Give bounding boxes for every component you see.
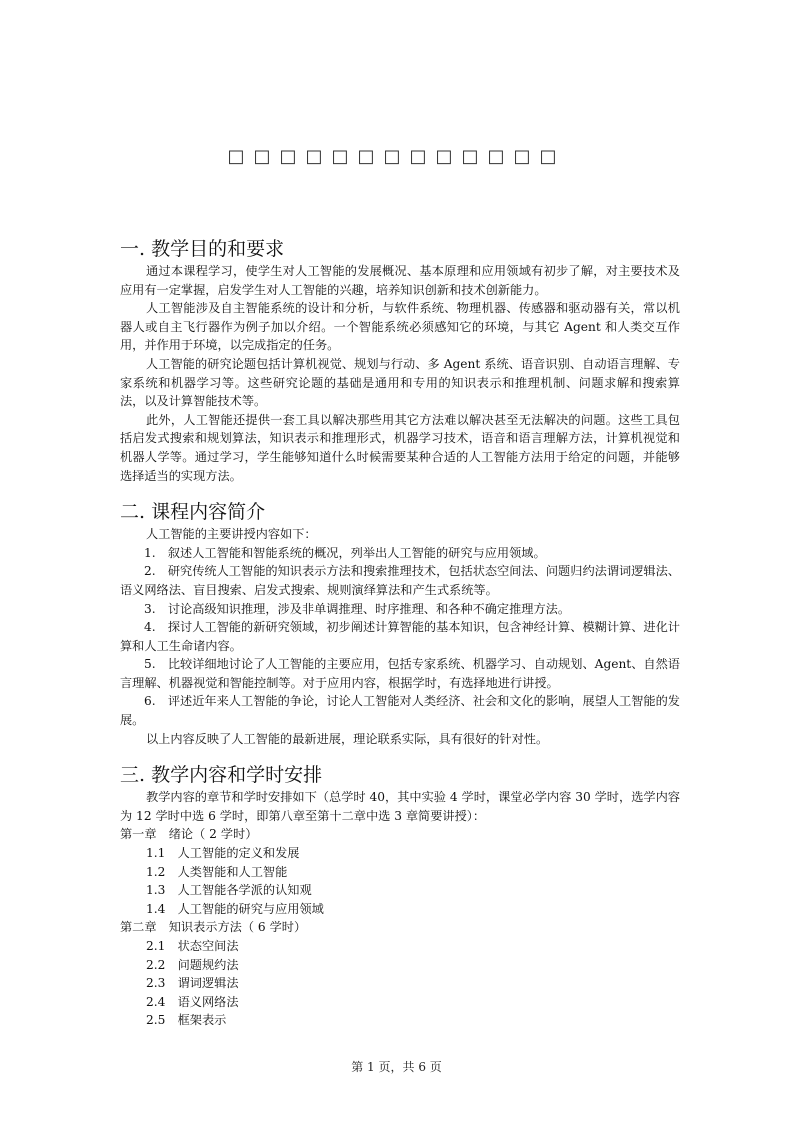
course-outline	[120, 825, 680, 1030]
section-item: 1.1 人工智能的定义和发展	[146, 846, 300, 861]
paragraph: 教学内容的章节和学时安排如下（总学时 40，其中实验 4 学时，课堂必学内容 30 学时，选学内容为 12 学时中选 6 学时，即第八章至第十二章中选 3 章简要讲授）：	[120, 790, 680, 823]
paragraph: 人工智能的研究论题包括计算机视觉、规划与行动、多 Agent 系统、语音识别、自动语言理解、专家系统和机器学习等。这些研究论题的基础是通用和专用的知识表示和推理机制、问题求解和搜索算法，以及计算智能技术等。	[120, 356, 680, 409]
list-item: 2. 研究传统人工智能的知识表示方法和搜索推理技术，包括状态空间法、问题归约法谓词逻辑法、语义网络法、盲目搜索、启发式搜索、规则演绎算法和产生式系统等。	[120, 564, 680, 597]
section-item: 2.2 问题规约法	[146, 957, 239, 972]
section-item: 2.4 语义网络法	[146, 994, 239, 1009]
page-number: 第 1 页，共 6 页	[351, 1060, 442, 1074]
section-item: 2.1 状态空间法	[146, 939, 239, 953]
section-item: 1.4 人工智能的研究与应用领域	[146, 901, 324, 916]
document-body	[120, 236, 680, 1030]
list-item: 4. 探讨人工智能的新研究领域，初步阐述计算智能的基本知识，包含神经计算、模糊计算、进化计算和人工生命诸内容。	[120, 620, 680, 653]
chapter-heading: 第二章 知识表示方法（ 6 学时）	[120, 920, 307, 935]
section-item: 1.3 人工智能各学派的认知观	[146, 883, 312, 898]
paragraph: 此外，人工智能还提供一套工具以解决那些用其它方法难以解决甚至无法解决的问题。这些工具包括启发式搜索和规划算法，知识表示和推理形式，机器学习技术，语音和语言理解方法，计算机视觉和机器人学等。通过学习，学生能够知道什么时候需要某种合适的人工智能方法用于给定的问题，并能够选择适当的实现方法。	[120, 412, 680, 483]
list-item: 3. 讨论高级知识推理，涉及非单调推理、时序推理、和各种不确定推理方法。	[144, 601, 571, 616]
document-title: □□□□□□□□□□□□□	[227, 146, 566, 167]
paragraph: 人工智能涉及自主智能系统的设计和分析，与软件系统、物理机器、传感器和驱动器有关，常以机器人或自主飞行器作为例子加以介绍。一个智能系统必须感知它的环境，与其它 Agent 和人类交互作用，并作用于环境，以完成指定的任务。	[120, 301, 680, 353]
paragraph: 人工智能的主要讲授内容如下：	[146, 527, 317, 542]
list-item: 6. 评述近年来人工智能的争论，讨论人工智能对人类经济、社会和文化的影响，展望人工智能的发展。	[120, 694, 680, 728]
section-item: 2.3 谓词逻辑法	[146, 976, 239, 991]
section-item: 2.5 框架表示	[146, 1013, 227, 1028]
section-heading: 三. 教学内容和学时安排	[120, 764, 323, 787]
paragraph: 通过本课程学习，使学生对人工智能的发展概况、基本原理和应用领域有初步了解，对主要技术及应用有一定掌握，启发学生对人工智能的兴趣，培养知识创新和技术创新能力。	[120, 264, 680, 297]
section-heading: 二. 课程内容简介	[120, 501, 266, 524]
paragraph: 以上内容反映了人工智能的最新进展，理论联系实际，具有很好的针对性。	[146, 731, 549, 746]
list-item: 1. 叙述人工智能和智能系统的概况，列举出人工智能的研究与应用领域。	[144, 545, 546, 560]
list-item: 5. 比较详细地讨论了人工智能的主要应用，包括专家系统、机器学习、自动规划、Agent、自然语言理解、机器视觉和智能控制等。对于应用内容，根据学时，有选择地进行讲授。	[120, 657, 680, 690]
section-heading: 一. 教学目的和要求	[120, 238, 285, 260]
section-item: 1.2 人类智能和人工智能	[146, 864, 288, 879]
chapter-heading: 第一章 绪论（ 2 学时）	[120, 827, 258, 842]
